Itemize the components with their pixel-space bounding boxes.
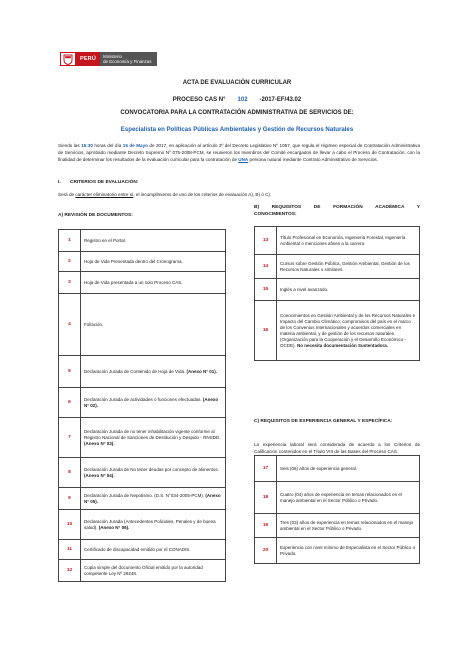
documents-row [59, 540, 226, 560]
row-number: 14 [255, 255, 277, 279]
row-number: 10 [59, 510, 81, 540]
section-heading: I. CRITERIOS DE EVALUACIÓN: [58, 180, 139, 185]
row-number: 16 [255, 301, 277, 361]
requirements-row [255, 227, 420, 255]
experience-table [254, 455, 420, 564]
proceso-number: 102 [237, 97, 248, 103]
row-text: Hoja de Vida presentada a un solo Proceso CAS. [81, 272, 226, 294]
section-b-heading: B) REQUISITOS DE FORMACIÓN ACADÉMICA Y CONOCIMIENTOS: [254, 205, 422, 217]
documents-row [59, 230, 226, 252]
row-number: 18 [255, 482, 277, 514]
row-number: 19 [255, 514, 277, 538]
row-text: Declaración Jurada de actividades o funciones efectuadas. (Anexo N° 02). [81, 388, 226, 418]
row-text: Declaración Jurada de Nepotismo. (D.S. N°034-2005-PCM). (Anexo N° 05). [81, 488, 226, 510]
experience-intro: La experiencia laboral será considerada de acuerdo a los Criterios de Calificación contenidos en el Título VIII de las Bases del Proceso CAS. [254, 442, 420, 454]
row-number: 2 [59, 252, 81, 272]
row-number: 13 [255, 227, 277, 255]
ministry-label: Ministerio de Economía y Finanzas [100, 52, 157, 66]
row-number: 11 [59, 540, 81, 560]
row-text: Conocimientos en Gestión Ambiental y de los Recursos Naturales e Impacto del Cambio Climático; compromisos del país en el marco de los Convenios Internacionales y acuerdos comerciales en materia ambiental, y de gestión de los recursos naturales (Organización para la Cooperación y el Desarrollo Económico - OCDE). No necesita documentación Sustentadora. [277, 301, 420, 361]
row-text: Inglés a nivel avanzado. [277, 279, 420, 301]
row-text: Copia simple del documento Oficial emitido por la autoridad competente Ley Nº 29248. [81, 560, 226, 582]
coat-of-arms-icon [60, 52, 76, 66]
requirements-table [254, 226, 420, 361]
row-number: 9 [59, 488, 81, 510]
documents-row [59, 294, 226, 356]
document-title: ACTA DE EVALUACIÓN CURRICULAR [182, 80, 292, 86]
row-number: 17 [255, 456, 277, 482]
row-text: Experiencia con nivel mínimo de Especialista en el Sector Público o Privado. [277, 538, 420, 564]
row-number: 7 [59, 418, 81, 458]
proceso-line: PROCESO CAS N° 102 -2017-EF/43.02 [172, 97, 302, 103]
row-text: Declaración Jurada de No tener deudas por concepto de alimentos. (Anexo N° 04). [81, 458, 226, 488]
row-text: Tres (03) años de experiencia en temas relacionados en el manejo ambiental en el Sector Público o Privado. [277, 514, 420, 538]
row-number: 4 [59, 294, 81, 356]
documents-row [59, 388, 226, 418]
documents-row [59, 510, 226, 540]
section-c-heading: C) REQUISITOS DE EXPERIENCIA GENERAL Y ESPECÍFICA: [254, 419, 393, 424]
documents-row [59, 356, 226, 388]
row-number: 3 [59, 272, 81, 294]
row-number: 15 [255, 279, 277, 301]
experience-row [255, 456, 420, 482]
row-text: Registro en el Portal. [81, 230, 226, 252]
row-text: Declaración Jurada de Contenido de Hoja de Vida. (Anexo N° 01). [81, 356, 226, 388]
row-text: Foliación. [81, 294, 226, 356]
row-number: 12 [59, 560, 81, 582]
row-number: 1 [59, 230, 81, 252]
row-text: Certificado de discapacidad emitido por el CONADIS. [81, 540, 226, 560]
requirements-row [255, 279, 420, 301]
intro-paragraph: Siendo las 15:30 horas del día 15 de Mayo de 2017, en aplicación al artículo 3º del Decreto Legislativo Nº 1057, que regula el régimen especial de Contratación Administrativa de Servicios, aprobado mediante Decreto Supremo Nº 075-2008-PCM, se reunieron los miembros del Comité encargados de llevar a cabo el Proceso de Contratación; con la finalidad de determinar los resultados de la evaluación curricular para la contratación de UNA persona natural mediante Contrato Administrativo de Servicios. [58, 143, 420, 162]
row-text: Declaración Jurada (Antecedentes Policiales, Penales y de buena salud). (Anexo N° 06). [81, 510, 226, 540]
documents-row [59, 488, 226, 510]
documents-row [59, 418, 226, 458]
experience-row [255, 514, 420, 538]
ministry-logo [60, 52, 157, 66]
requirements-row [255, 255, 420, 279]
criteria-note: Será de carácter eliminatorio entre sí, el incumplimiento de uno de los criterios de evaluación A), B) ó C). [58, 192, 272, 197]
section-a-heading: A) REVISIÓN DE DOCUMENTOS: [58, 213, 133, 218]
row-text: Declaración Jurada de no tener inhabilitación vigente conforme al Registro Nacional de Sanciones de Destitución y Despido - RNSDD. (Anexo N° 03). [81, 418, 226, 458]
row-text: Cuatro (04) años de experiencia en temas relacionados en el manejo ambiental en el Sector Público o Privado. [277, 482, 420, 514]
position-title: Especialista en Políticas Públicas Ambientales y Gestión de Recursos Naturales [120, 126, 354, 133]
row-number: 6 [59, 388, 81, 418]
row-text: Título Profesional en Economía, Ingeniería Forestal, Ingeniería Ambiental o menciones afines a la carrera. [277, 227, 420, 255]
row-text: Cursos sobre Gestión Pública, Gestión Ambiental, Gestión de los Recursos Naturales o similares. [277, 255, 420, 279]
row-number: 5 [59, 356, 81, 388]
row-text: Hoja de Vida Presentada dentro del Cronograma. [81, 252, 226, 272]
documents-row [59, 458, 226, 488]
convocatoria-heading: CONVOCATORIA PARA LA CONTRATACIÓN ADMINISTRATIVA DE SERVICIOS DE: [120, 110, 354, 116]
requirements-row [255, 301, 420, 361]
documents-row [59, 560, 226, 582]
documents-row [59, 252, 226, 272]
documents-row [59, 272, 226, 294]
documents-table [58, 229, 226, 582]
experience-row [255, 482, 420, 514]
row-text: Seis (06) años de experiencia general. [277, 456, 420, 482]
row-number: 20 [255, 538, 277, 564]
row-number: 8 [59, 458, 81, 488]
experience-row [255, 538, 420, 564]
brand-label: PERÚ [76, 52, 100, 66]
